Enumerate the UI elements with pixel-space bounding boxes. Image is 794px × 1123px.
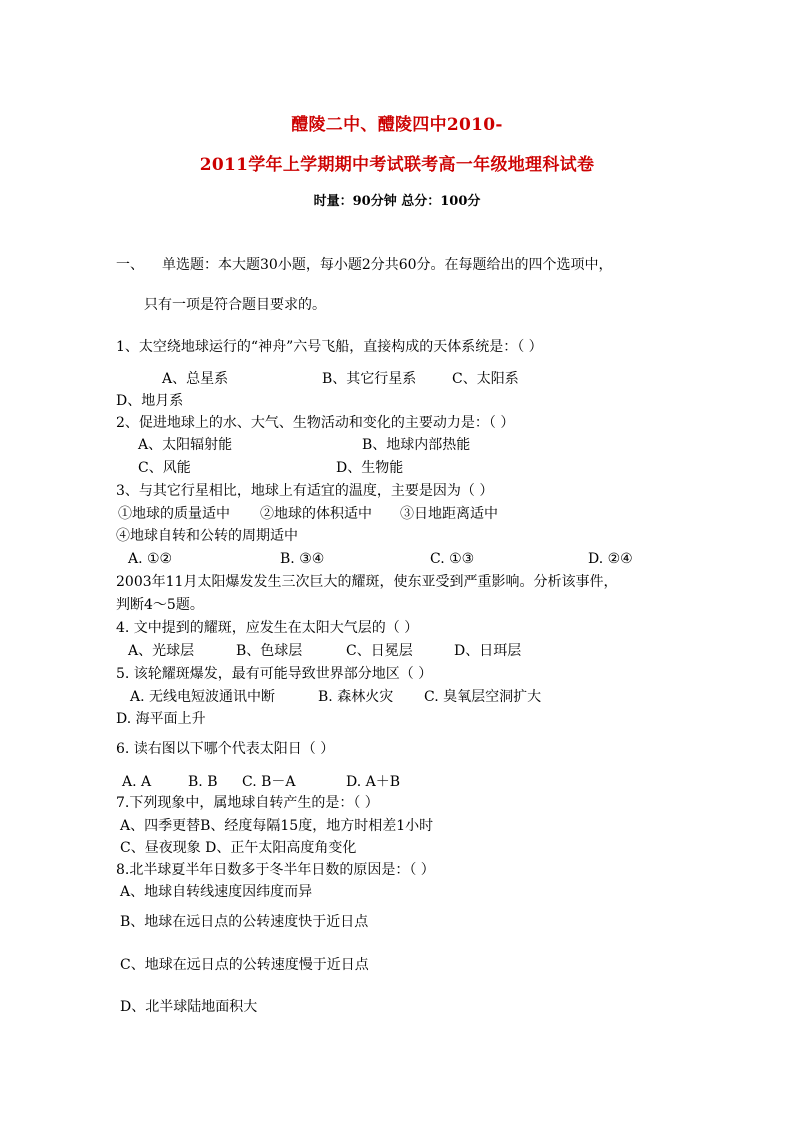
q2-stem: 2、促进地球上的水、大气、生物活动和变化的主要动力是：（ ） [116,415,515,431]
section-heading-cont: 只有一项是符合题目要求的。 [144,297,326,313]
q2-option-a: A、太阳辐射能 [138,437,233,453]
q4-option-d: D、日珥层 [454,643,522,659]
q1-option-b: B、其它行星系 [322,371,417,387]
q3-option-a: A. ①② [128,551,173,567]
q3-stem: 3、与其它行星相比，地球上有适宜的温度，主要是因为（ ） [116,483,494,499]
q5-stem: 5. 该轮耀斑爆发，最有可能导致世界部分地区（ ） [116,666,433,682]
q7-options-cd: C、昼夜现象 D、正午太阳高度角变化 [120,840,357,856]
q4-option-c: C、日冕层 [346,643,413,659]
q8-option-d: D、北半球陆地面积大 [120,999,258,1015]
q7-stem: 7.下列现象中，属地球自转产生的是：（ ） [116,795,379,811]
q4-stem: 4. 文中提到的耀斑，应发生在太阳大气层的（ ） [116,620,419,636]
section-number: 一、 [116,257,144,273]
q4-option-a: A、光球层 [128,643,195,659]
passage-line1: 2003年11月太阳爆发发生三次巨大的耀斑，使东亚受到严重影响。分析该事件， [116,574,618,590]
q7-options-ab: A、四季更替B、经度每隔15度，地方时相差1小时 [120,818,434,834]
q2-option-c: C、风能 [138,460,191,476]
q4-option-b: B、色球层 [236,643,303,659]
q1-option-c: C、太阳系 [452,371,519,387]
q3-option-b: B. ③④ [280,551,325,567]
q5-option-a: A. 无线电短波通讯中断 [130,689,276,705]
exam-title-line2: 2011学年上学期期中考试联考高一年级地理科试卷 [199,155,595,175]
q2-option-d: D、生物能 [336,460,404,476]
q6-stem: 6. 读右图以下哪个代表太阳日（ ） [116,741,335,757]
q6-option-b: B. B [188,774,218,790]
q8-option-b: B、地球在远日点的公转速度快于近日点 [120,914,369,930]
q1-option-d: D、地月系 [116,393,184,409]
q2-option-b: B、地球内部热能 [362,437,471,453]
q6-option-d: D. A＋B [346,774,401,790]
q8-option-c: C、地球在远日点的公转速度慢于近日点 [120,957,369,973]
q5-option-c: C. 臭氧层空洞扩大 [424,689,542,705]
q5-option-d: D. 海平面上升 [116,711,206,727]
q1-stem: 1、太空绕地球运行的“神舟”六号飞船，直接构成的天体系统是：（ ） [116,339,543,355]
q3-statement-2: ②地球的体积适中 [260,506,372,522]
q3-statement-3: ③日地距离适中 [400,506,498,522]
q8-option-a: A、地球自转线速度因纬度而异 [120,884,313,900]
q3-option-d: D. ②④ [588,551,633,567]
q5-option-b: B. 森林火灾 [318,689,394,705]
passage-line2: 判断4～5题。 [116,597,204,613]
q3-option-c: C. ①③ [430,551,475,567]
q6-option-a: A. A [122,774,152,790]
q3-statement-4: ④地球自转和公转的周期适中 [116,528,298,544]
section-heading: 单选题：本大题30小题，每小题2分共60分。在每题给出的四个选项中， [162,257,613,273]
exam-subtitle: 时量：90分钟 总分：100分 [313,194,481,209]
q6-option-c: C. B－A [242,774,296,790]
q8-stem: 8.北半球夏半年日数多于冬半年日数的原因是：（ ） [116,862,435,878]
q1-option-a: A、总星系 [162,371,229,387]
exam-title-line1: 醴陵二中、醴陵四中2010- [291,115,503,135]
q3-statement-1: ①地球的质量适中 [118,506,230,522]
